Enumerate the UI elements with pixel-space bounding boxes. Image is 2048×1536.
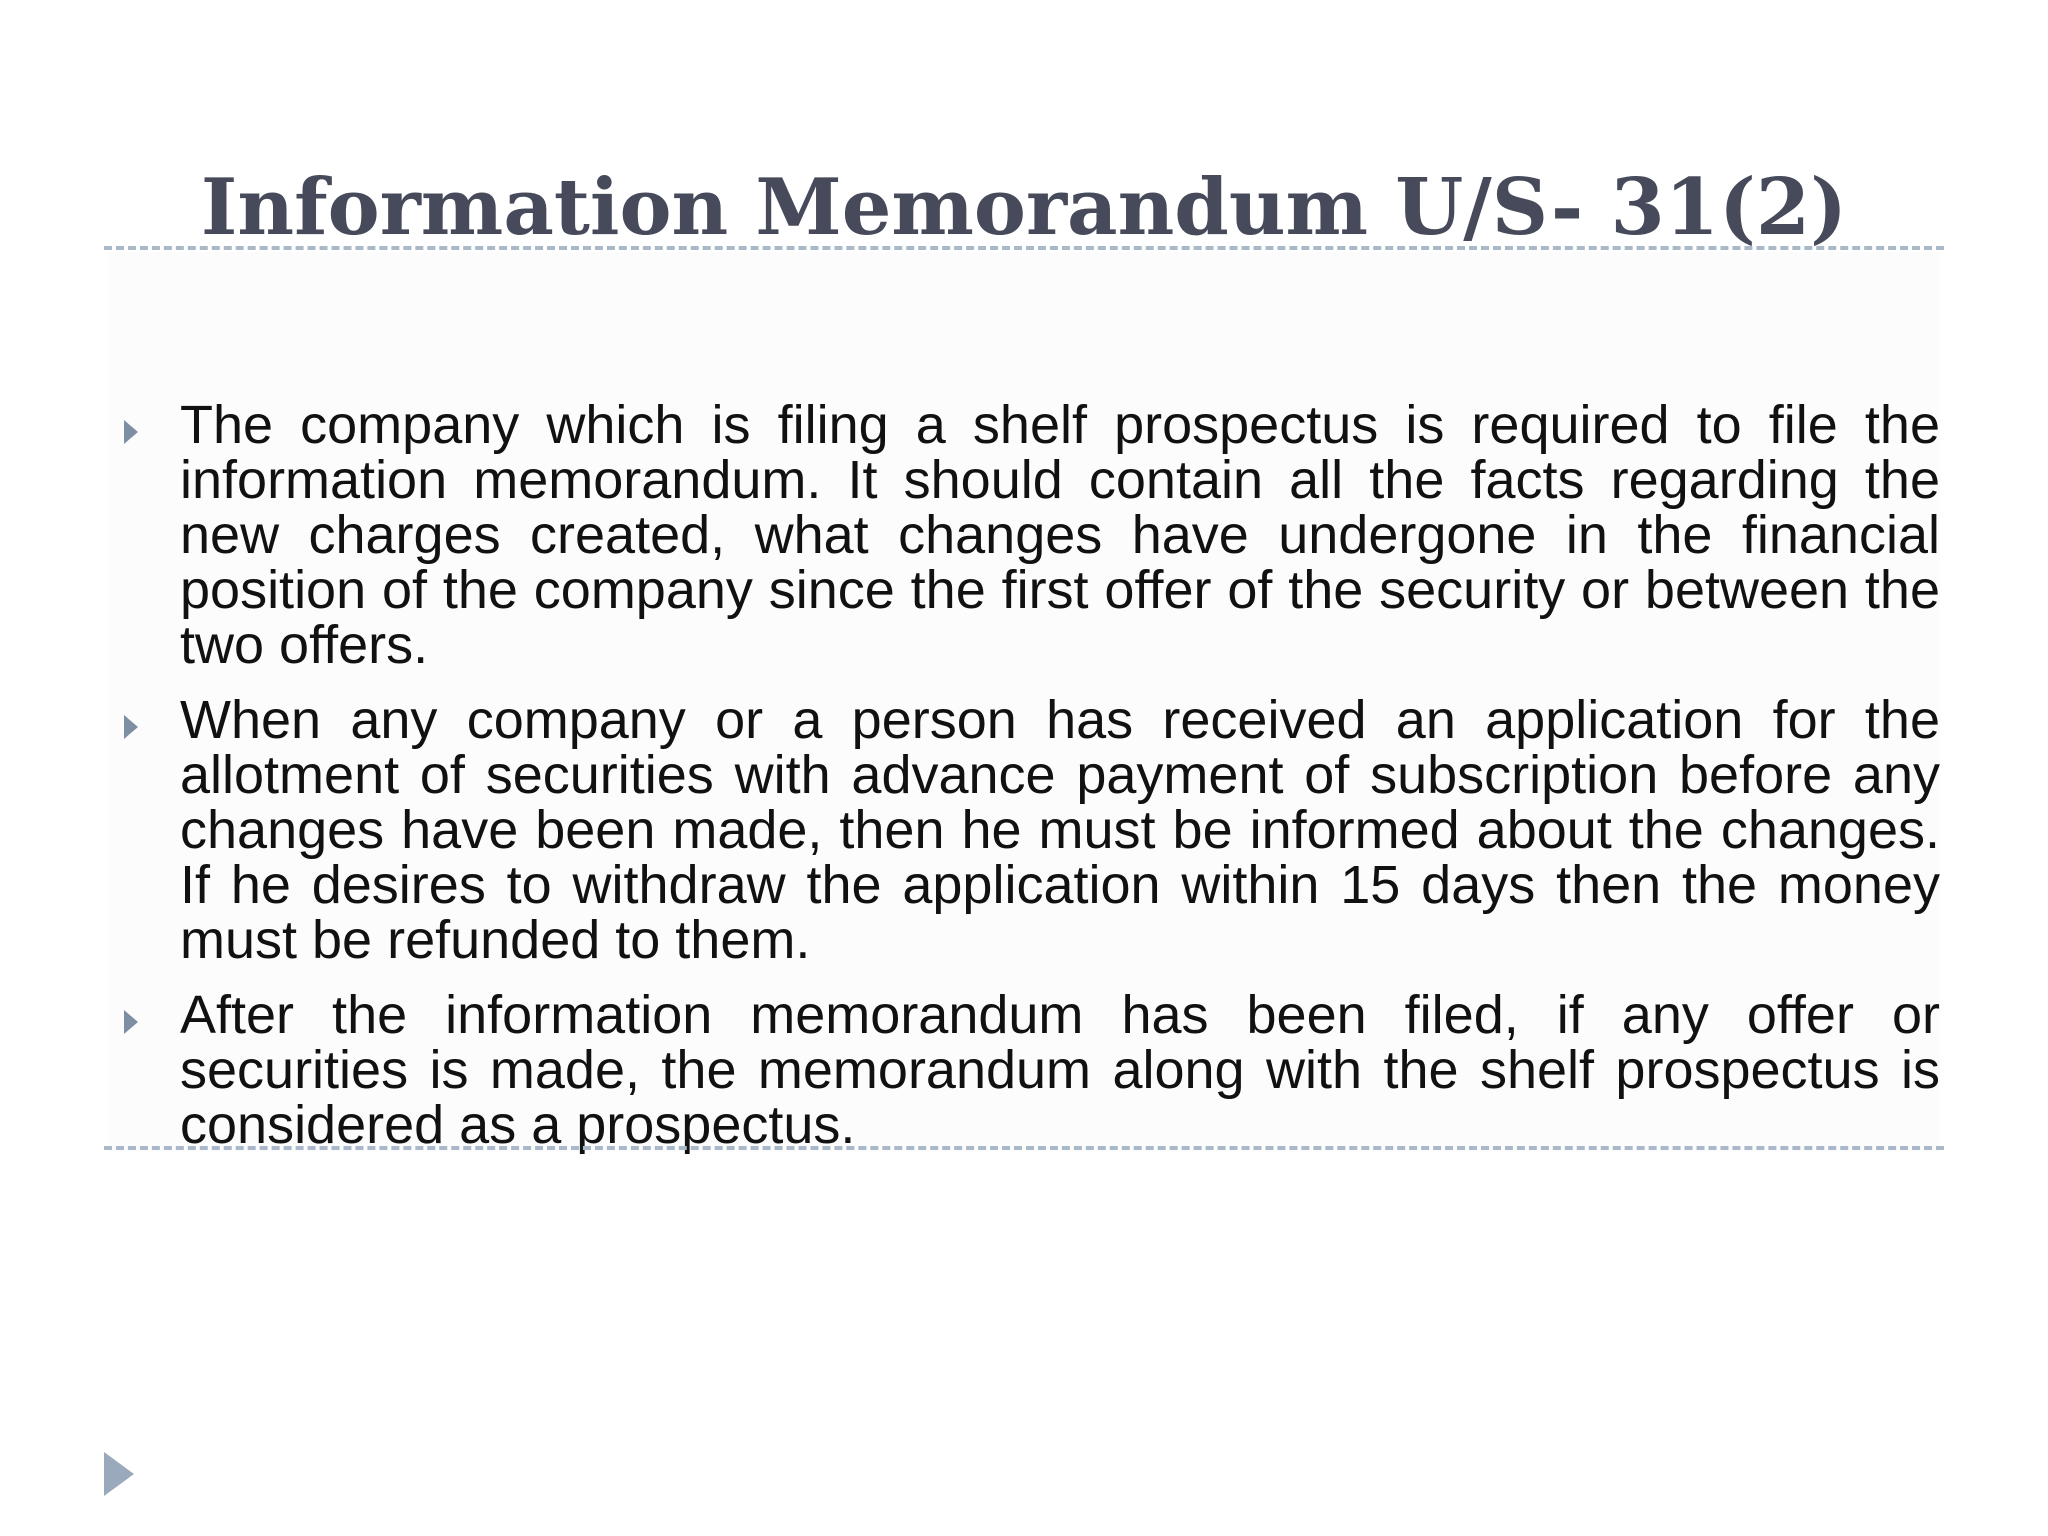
triangle-bullet-icon: [124, 420, 138, 444]
next-slide-arrow-icon[interactable]: [104, 1452, 134, 1496]
title-divider: [104, 246, 1944, 250]
content-bottom-divider: [104, 1146, 1944, 1150]
bullet-item: [116, 985, 1940, 1155]
bullet-text: After the information memorandum has been filed, if any offer or securities is made, the memorandum along with the shelf prospectus is considered as a prospectus.: [180, 985, 1940, 1155]
bullet-text: The company which is filing a shelf prospectus is required to file the information memorandum. It should contain all the facts regarding the new charges created, what changes have undergone in the financial position of the company since the first offer of the security or between the two offers.: [180, 395, 1940, 675]
bullet-text: When any company or a person has received an application for the allotment of securities with advance payment of subscription before any changes have been made, then he must be informed about the changes. If he desires to withdraw the application within 15 days then the money must be refunded to them.: [180, 690, 1940, 970]
bullet-list: [116, 395, 1940, 1173]
slide-title: Information Memorandum U/S- 31(2): [200, 162, 1848, 253]
triangle-bullet-icon: [124, 1010, 138, 1034]
triangle-bullet-icon: [124, 715, 138, 739]
bullet-item: [116, 395, 1940, 675]
bullet-item: [116, 690, 1940, 970]
